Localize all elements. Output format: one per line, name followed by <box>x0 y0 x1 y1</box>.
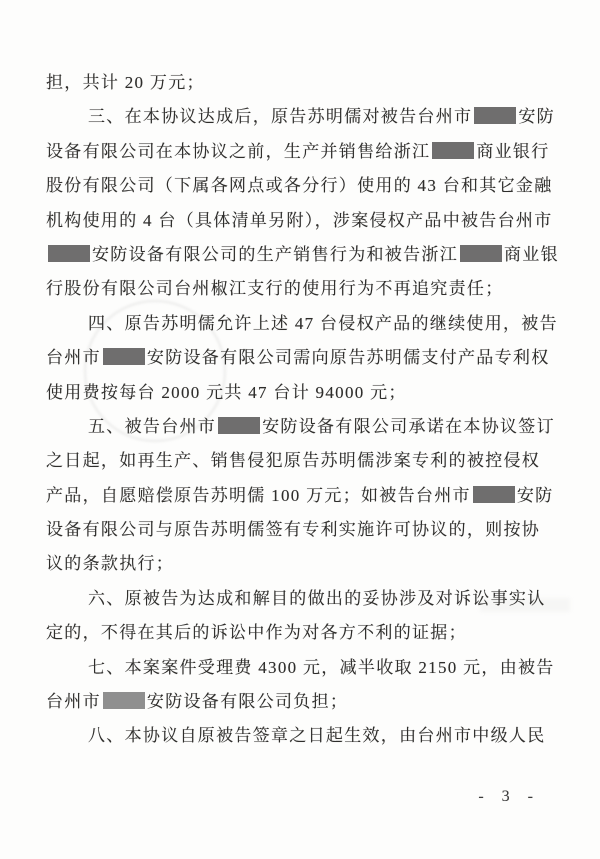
text-segment: 定的，不得在其后的诉讼中作为对各方不利的证据； <box>46 623 467 643</box>
text-line <box>46 651 558 685</box>
text-segment: 八、本协议自原被告签章之日起生效，由台州市中级人民 <box>88 726 546 746</box>
redaction-box <box>103 692 145 709</box>
text-segment: 安防设备有限公司承诺在本协议签订 <box>262 416 555 436</box>
text-line <box>46 479 558 513</box>
text-line <box>46 376 558 410</box>
redaction-box <box>432 142 474 159</box>
text-segment: 安防设备有限公司需向原告苏明儒支付产品专利权 <box>146 348 550 368</box>
text-segment: 五、被告台州市 <box>88 416 217 436</box>
text-line <box>46 547 558 581</box>
text-segment: 之日起，如再生产、销售侵犯原告苏明儒涉案专利的被控侵权 <box>46 451 541 471</box>
redaction-box <box>103 348 145 365</box>
text-line <box>46 616 558 650</box>
text-segment: 安防 <box>516 485 554 505</box>
text-segment: 担，共计 20 万元； <box>46 73 205 92</box>
text-line <box>46 341 558 375</box>
text-segment: 商业银行 <box>476 141 550 161</box>
text-line <box>46 582 558 616</box>
text-line <box>46 169 558 203</box>
document-lines <box>46 66 558 754</box>
text-segment: 六、原被告为达成和解目的做出的妥协涉及对诉讼事实认 <box>88 588 546 608</box>
text-segment: 股份有限公司（下属各网点或各分行）使用的 43 台和其它金融 <box>46 176 553 196</box>
text-segment: 设备有限公司在本协议之前，生产并销售给浙江 <box>46 141 431 161</box>
text-line <box>46 410 558 444</box>
text-segment: 商业银 <box>504 244 559 264</box>
text-segment: 安防 <box>518 107 555 127</box>
text-line <box>46 444 558 478</box>
text-segment: 设备有限公司与原告苏明儒签有专利实施许可协议的，则按协 <box>46 520 541 540</box>
text-line <box>46 719 558 753</box>
text-line <box>46 272 558 306</box>
text-line <box>46 100 558 134</box>
text-segment: 议的条款执行； <box>46 554 175 574</box>
text-segment: 四、原告苏明儒允许上述 47 台侵权产品的继续使用，被告 <box>88 313 558 333</box>
text-line <box>46 66 558 100</box>
text-line <box>46 238 558 272</box>
redaction-box <box>473 486 515 503</box>
text-line <box>46 685 558 719</box>
text-line <box>46 513 558 547</box>
page-number: - 3 - <box>478 788 538 805</box>
text-segment: 产品，自愿赔偿原告苏明儒 100 万元；如被告台州市 <box>46 485 471 505</box>
text-segment: 行股份有限公司台州椒江支行的使用行为不再追究责任； <box>46 279 504 299</box>
text-line <box>46 135 558 169</box>
text-segment: 机构使用的 4 台（具体清单另附），涉案侵权产品中被告台州市 <box>46 210 553 230</box>
redaction-box <box>474 107 516 124</box>
text-segment: 三、在本协议达成后，原告苏明儒对被告台州市 <box>88 107 473 127</box>
text-segment: 安防设备有限公司的生产销售行为和被告浙江 <box>92 244 458 264</box>
redaction-box <box>218 417 260 434</box>
text-line <box>46 204 558 238</box>
text-segment: 安防设备有限公司负担； <box>146 692 349 712</box>
redaction-box <box>460 245 502 262</box>
text-line <box>46 307 558 341</box>
redaction-box <box>48 245 90 262</box>
text-segment: 台州市 <box>46 348 101 368</box>
text-segment: 七、本案案件受理费 4300 元，减半收取 2150 元，由被告 <box>88 657 555 677</box>
text-segment: 台州市 <box>46 692 101 712</box>
text-segment: 使用费按每台 2000 元共 47 台计 94000 元； <box>46 382 407 402</box>
